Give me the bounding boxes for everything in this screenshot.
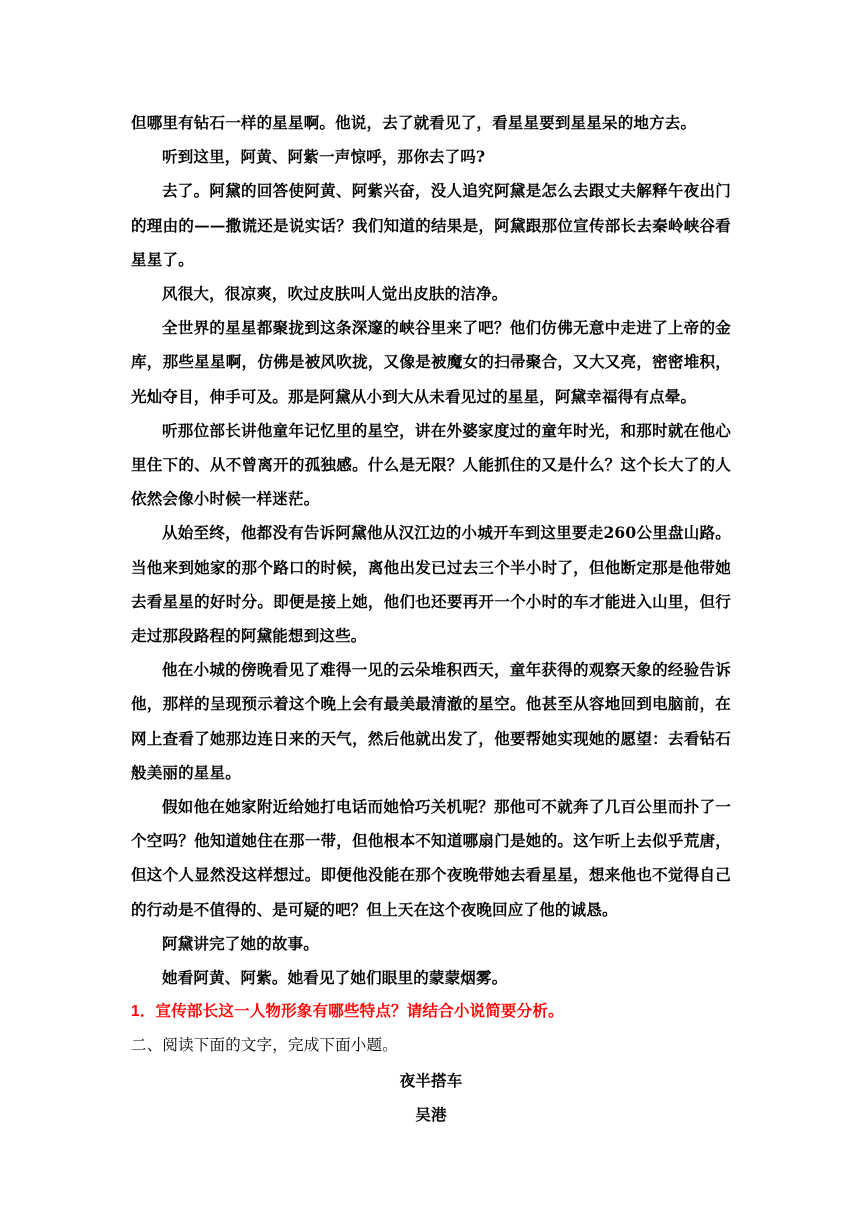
question-1: 1．宣传部长这一人物形象有哪些特点？请结合小说简要分析。 — [131, 1003, 564, 1021]
paragraph-4: 风很大，很凉爽，吹过皮肤叫人觉出皮肤的洁净。 — [162, 284, 508, 304]
paragraph-6: 听那位部长讲他童年记忆里的星空，讲在外婆家度过的童年时光，和那时就在他心里住下的、从不曾离开的孤独感。什么是无限？人能抓住的又是什么？这个长大了的人依然会像小时候一样迷茫。 — [131, 420, 731, 509]
paragraph-7: 从始至终，他都没有告诉阿黛他从汉江边的小城开车到这里要走260公里盘山路。当他来到她家的那个路口的时候，离他出发已过去三个半小时了，但他断定那是他带她去看星星的好时分。即便是接上她，他们也还要再开一个小时的车才能进入山里，但行走过那段路程的阿黛能想到这些。 — [131, 523, 731, 646]
story-title: 夜半搭车 — [399, 1070, 463, 1090]
document-body — [131, 106, 731, 1132]
paragraph-9: 假如他在她家附近给她打电话而她恰巧关机呢？那他可不就奔了几百公里而扑了一个空吗？他知道她住在那一带，但他根本不知道哪扇门是她的。这乍听上去似乎荒唐，但这个人显然没这样想过。即便他没能在那个夜晚带她去看星星，想来他也不觉得自己的行动是不值得的、是可疑的吧？但上天在这个夜晚回应了他的诚恳。 — [131, 797, 731, 919]
paragraph-10: 阿黛讲完了她的故事。 — [162, 933, 320, 953]
paragraph-8: 他在小城的傍晚看见了难得一见的云朵堆积西天，童年获得的观察天象的经验告诉他，那样的呈现预示着这个晚上会有最美最清澈的星空。他甚至从容地回到电脑前，在网上查看了她那边连日来的天气，然后他就出发了，他要帮她实现她的愿望：去看钻石般美丽的星星。 — [131, 660, 731, 782]
paragraph-5: 全世界的星星都聚拢到这条深邃的峡谷里来了吧？他们仿佛无意中走进了上帝的金库，那些星星啊，仿佛是被风吹拢，又像是被魔女的扫帚聚合，又大又亮，密密堆积，光灿夺目，伸手可及。那是阿黛从小到大从未看见过的星星，阿黛幸福得有点晕。 — [131, 318, 731, 406]
section-heading: 二、阅读下面的文字，完成下面小题。 — [131, 1037, 398, 1055]
paragraph-2: 听到这里，阿黄、阿紫一声惊呼，那你去了吗? — [162, 147, 486, 167]
paragraph-1: 但哪里有钻石一样的星星啊。他说，去了就看见了，看星星要到星星呆的地方去。 — [131, 113, 697, 132]
paragraph-11: 她看阿黄、阿紫。她看见了她们眼里的蒙蒙烟雾。 — [162, 968, 508, 988]
story-author: 吴港 — [415, 1104, 447, 1124]
paragraph-3: 去了。阿黛的回答使阿黄、阿紫兴奋，没人追究阿黛是怎么去跟丈夫解释午夜出门的理由的——撒谎还是说实话？我们知道的结果是，阿黛跟那位宣传部长去秦岭峡谷看星星了。 — [131, 181, 731, 269]
